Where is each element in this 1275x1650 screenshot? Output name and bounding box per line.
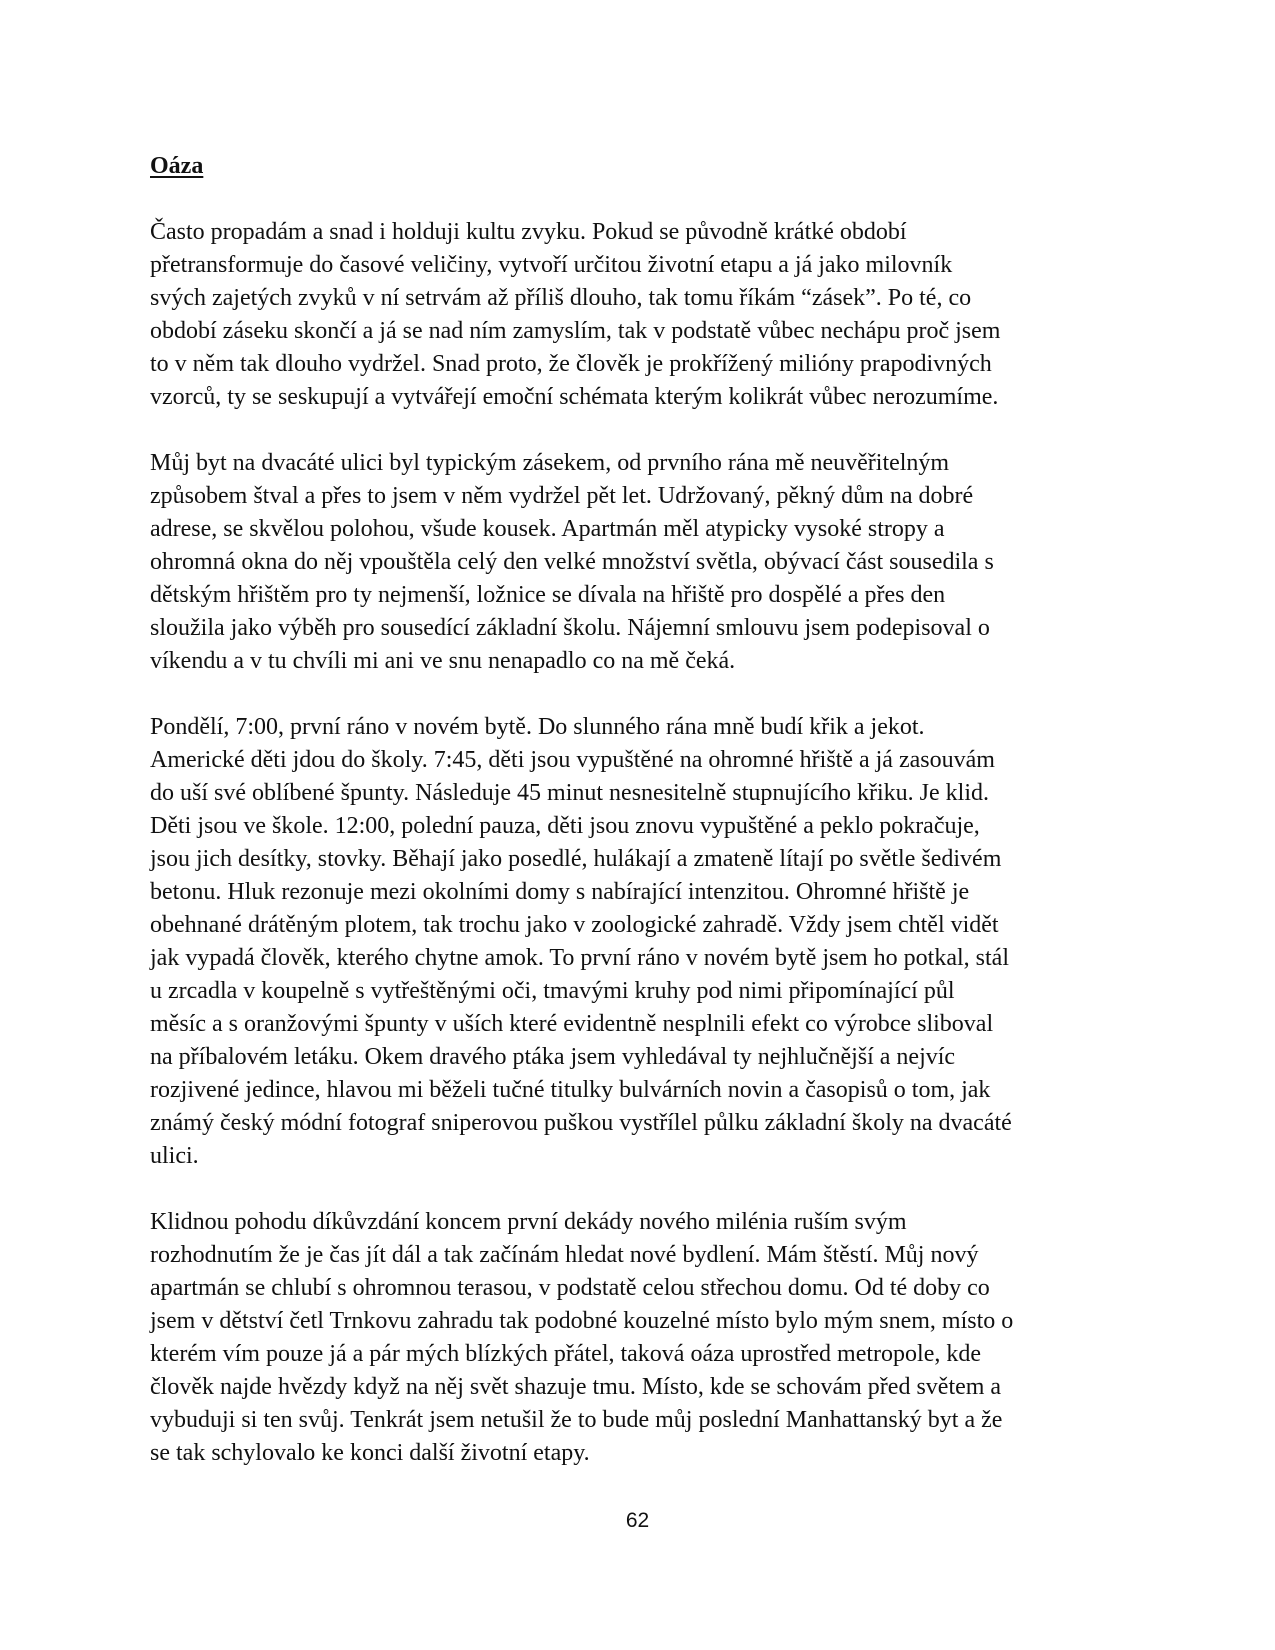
text-line: kterém vím pouze já a pár mých blízkých přátel, taková oáza uprostřed metropole, kde bbox=[150, 1341, 982, 1367]
text-line: dětským hřištěm pro ty nejmenší, ložnice se dívala na hřiště pro dospělé a přes den bbox=[150, 582, 946, 608]
text-line: se tak schylovalo ke konci další životní etapy. bbox=[150, 1440, 590, 1466]
paragraph-3 bbox=[150, 711, 1135, 1173]
text-line: svých zajetých zvyků v ní setrvám až příliš dlouho, tak tomu říkám “zásek”. Po té, co bbox=[150, 285, 972, 311]
text-line: rozhodnutím že je čas jít dál a tak začínám hledat nové bydlení. Mám štěstí. Můj nový bbox=[150, 1242, 979, 1268]
text-line: sloužila jako výběh pro sousedící základní školu. Nájemní smlouvu jsem podepisoval o bbox=[150, 615, 990, 641]
page-number: 62 bbox=[625, 1509, 650, 1532]
paragraph-4 bbox=[150, 1206, 1135, 1470]
text-line: adrese, se skvělou polohou, všude kousek. Apartmán měl atypicky vysoké stropy a bbox=[150, 516, 945, 542]
text-line: betonu. Hluk rezonuje mezi okolními domy s nabírající intenzitou. Ohromné hřiště je bbox=[150, 879, 970, 905]
text-line: Americké děti jdou do školy. 7:45, děti jsou vypuštěné na ohromné hřiště a já zasouvám bbox=[150, 747, 995, 773]
paragraph-2 bbox=[150, 447, 1135, 678]
text-line: ohromná okna do něj vpouštěla celý den velké množství světla, obývací část sousedila s bbox=[150, 549, 994, 575]
text-line: do uší své oblíbené špunty. Následuje 45 minut nesnesitelně stupnujícího křiku. Je klid. bbox=[150, 780, 990, 806]
text-line: jsou jich desítky, stovky. Běhají jako posedlé, hulákají a zmateně lítají po světle šedivém bbox=[150, 846, 1002, 872]
body-text bbox=[150, 216, 1135, 1503]
text-line: jak vypadá člověk, kterého chytne amok. To první ráno v novém bytě jsem ho potkal, stál bbox=[150, 945, 1009, 971]
text-line: apartmán se chlubí s ohromnou terasou, v podstatě celou střechou domu. Od té doby co bbox=[150, 1275, 990, 1301]
text-line: člověk najde hvězdy když na něj svět shazuje tmu. Místo, kde se schovám před světem a bbox=[150, 1374, 1002, 1400]
text-line: na příbalovém letáku. Okem dravého ptáka jsem vyhledával ty nejhlučnější a nejvíc bbox=[150, 1044, 956, 1070]
text-line: Děti jsou ve škole. 12:00, polední pauza, děti jsou znovu vypuštěné a peklo pokračuje, bbox=[150, 813, 980, 839]
text-line: u zrcadla v koupelně s vytřeštěnými oči, tmavými kruhy pod nimi připomínající půl bbox=[150, 978, 955, 1004]
text-line: známý český módní fotograf sniperovou puškou vystřílel půlku základní školy na dvacáté bbox=[150, 1110, 1012, 1136]
text-line: přetransformuje do časové veličiny, vytvoří určitou životní etapu a já jako milovník bbox=[150, 252, 953, 278]
text-line: Můj byt na dvacáté ulici byl typickým zásekem, od prvního rána mě neuvěřitelným bbox=[150, 450, 950, 476]
text-line: vybuduji si ten svůj. Tenkrát jsem netušil že to bude můj poslední Manhattanský byt a že bbox=[150, 1407, 1003, 1433]
page-title: Oáza bbox=[150, 153, 204, 179]
text-line: období záseku skončí a já se nad ním zamyslím, tak v podstatě vůbec nechápu proč jsem bbox=[150, 318, 1001, 344]
text-line: způsobem štval a přes to jsem v něm vydržel pět let. Udržovaný, pěkný dům na dobré bbox=[150, 483, 974, 509]
text-line: to v něm tak dlouho vydržel. Snad proto, že člověk je prokřížený milióny prapodivných bbox=[150, 351, 992, 377]
text-line: Pondělí, 7:00, první ráno v novém bytě. Do slunného rána mně budí křik a jekot. bbox=[150, 714, 925, 740]
text-line: obehnané drátěným plotem, tak trochu jako v zoologické zahradě. Vždy jsem chtěl vidět bbox=[150, 912, 999, 938]
text-line: jsem v dětství četl Trnkovu zahradu tak podobné kouzelné místo bylo mým snem, místo o bbox=[150, 1308, 1014, 1334]
text-line: měsíc a s oranžovými špunty v uších které evidentně nesplnili efekt co výrobce sliboval bbox=[150, 1011, 994, 1037]
text-line: víkendu a v tu chvíli mi ani ve snu nenapadlo co na mě čeká. bbox=[150, 648, 736, 674]
text-line: ulici. bbox=[150, 1143, 199, 1169]
text-line: Klidnou pohodu díkůvzdání koncem první dekády nového milénia ruším svým bbox=[150, 1209, 907, 1235]
text-line: rozjivené jedince, hlavou mi běželi tučné titulky bulvárních novin a časopisů o tom, jak bbox=[150, 1077, 991, 1103]
paragraph-1 bbox=[150, 216, 1135, 414]
text-line: vzorců, ty se seskupují a vytvářejí emoční schémata kterým kolikrát vůbec nerozumíme. bbox=[150, 384, 999, 410]
text-line: Často propadám a snad i holduji kultu zvyku. Pokud se původně krátké období bbox=[150, 219, 907, 245]
